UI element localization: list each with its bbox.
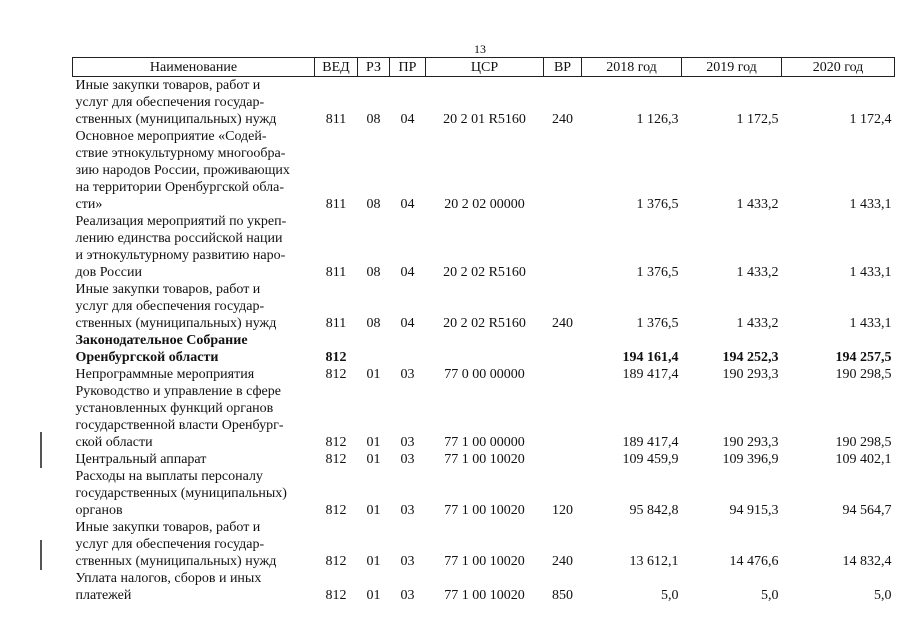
scan-mark xyxy=(40,540,42,570)
cell-csr: 77 1 00 10020 xyxy=(444,503,525,518)
name-line: Иные закупки товаров, работ и xyxy=(75,78,261,93)
cell-csr: 77 1 00 10020 xyxy=(444,452,525,467)
cell-name xyxy=(73,366,315,383)
name-line: дов России xyxy=(75,265,142,280)
header-vr: ВР xyxy=(544,58,582,77)
table-row xyxy=(73,570,895,604)
cell-pr: 03 xyxy=(400,554,415,569)
cell-pr: 04 xyxy=(400,316,415,331)
name-line: государственной власти Оренбург- xyxy=(75,418,284,433)
cell-csr: 77 1 00 00000 xyxy=(444,435,525,450)
name-line: зию народов России, проживающих xyxy=(75,163,290,178)
cell-name xyxy=(73,281,315,332)
cell-csr: 77 1 00 10020 xyxy=(444,554,525,569)
cell-2019: 190 293,3 xyxy=(722,367,779,382)
table-row xyxy=(73,519,895,570)
table-row xyxy=(73,366,895,383)
header-2019: 2019 год xyxy=(682,58,782,77)
name-line: Законодательное Собрание xyxy=(75,333,248,348)
cell-pr: 03 xyxy=(400,435,415,450)
table-row xyxy=(73,281,895,332)
cell-name xyxy=(73,519,315,570)
cell-2018: 189 417,4 xyxy=(622,367,679,382)
header-csr: ЦСР xyxy=(426,58,544,77)
cell-2019: 14 476,6 xyxy=(729,554,779,569)
name-line: органов xyxy=(75,503,123,518)
table-row xyxy=(73,468,895,519)
table-header xyxy=(73,58,895,77)
table-row xyxy=(73,383,895,451)
name-line: Непрограммные мероприятия xyxy=(75,367,255,382)
cell-2020: 190 298,5 xyxy=(835,435,892,450)
cell-name xyxy=(73,383,315,451)
cell-2019: 1 433,2 xyxy=(736,265,779,280)
cell-2020: 1 172,4 xyxy=(849,112,892,127)
cell-2019: 109 396,9 xyxy=(722,452,779,467)
cell-rz: 08 xyxy=(366,112,381,127)
name-line: на территории Оренбургской обла- xyxy=(75,180,285,195)
name-line: услуг для обеспечения государ- xyxy=(75,537,265,552)
cell-vr xyxy=(544,451,582,468)
cell-pr: 03 xyxy=(400,503,415,518)
cell-ved: 812 xyxy=(325,367,347,382)
cell-csr: 20 2 02 R5160 xyxy=(443,265,526,280)
cell-ved: 811 xyxy=(325,265,347,280)
name-line: Реализация мероприятий по укреп- xyxy=(75,214,287,229)
cell-2018: 1 126,3 xyxy=(636,112,679,127)
name-line: платежей xyxy=(75,588,132,603)
cell-ved: 812 xyxy=(325,503,347,518)
cell-2019: 1 433,2 xyxy=(736,197,779,212)
cell-rz: 01 xyxy=(366,435,381,450)
cell-2018: 1 376,5 xyxy=(636,265,679,280)
cell-2020: 14 832,4 xyxy=(842,554,892,569)
cell-2019: 1 172,5 xyxy=(736,112,779,127)
cell-2020: 94 564,7 xyxy=(842,503,892,518)
cell-2020: 1 433,1 xyxy=(849,265,892,280)
cell-2018: 194 161,4 xyxy=(622,350,679,365)
name-line: установленных функций органов xyxy=(75,401,274,416)
table-body xyxy=(73,77,895,605)
cell-name xyxy=(73,128,315,213)
name-line: сти» xyxy=(75,197,103,212)
cell-rz: 08 xyxy=(366,197,381,212)
cell-vr xyxy=(544,332,582,366)
name-line: Иные закупки товаров, работ и xyxy=(75,520,261,535)
table-row xyxy=(73,128,895,213)
table-row xyxy=(73,213,895,281)
cell-csr: 77 0 00 00000 xyxy=(444,367,525,382)
cell-pr xyxy=(390,332,426,366)
table-row xyxy=(73,77,895,129)
cell-pr: 03 xyxy=(400,367,415,382)
cell-vr: 120 xyxy=(552,503,573,518)
cell-vr xyxy=(544,383,582,451)
cell-pr: 03 xyxy=(400,452,415,467)
cell-rz: 01 xyxy=(366,503,381,518)
cell-pr: 03 xyxy=(400,588,415,603)
cell-rz: 01 xyxy=(366,554,381,569)
cell-pr: 04 xyxy=(400,112,415,127)
cell-vr xyxy=(544,128,582,213)
name-line: ственных (муниципальных) нужд xyxy=(75,112,277,127)
cell-2018: 5,0 xyxy=(661,588,679,603)
cell-vr xyxy=(544,213,582,281)
cell-2020: 1 433,1 xyxy=(849,197,892,212)
cell-pr: 04 xyxy=(400,197,415,212)
cell-2019: 5,0 xyxy=(761,588,779,603)
cell-ved: 811 xyxy=(325,112,347,127)
header-2018: 2018 год xyxy=(582,58,682,77)
name-line: ственных (муниципальных) нужд xyxy=(75,316,277,331)
page-number: 13 xyxy=(474,42,486,56)
cell-2018: 1 376,5 xyxy=(636,316,679,331)
name-line: Расходы на выплаты персоналу xyxy=(75,469,263,484)
cell-2020: 5,0 xyxy=(874,588,892,603)
name-line: ствие этнокультурному многообра- xyxy=(75,146,286,161)
cell-rz: 01 xyxy=(366,588,381,603)
budget-table xyxy=(72,57,895,604)
name-line: услуг для обеспечения государ- xyxy=(75,95,265,110)
table-row xyxy=(73,332,895,366)
cell-rz: 01 xyxy=(366,452,381,467)
name-line: Центральный аппарат xyxy=(75,452,207,467)
cell-2019: 94 915,3 xyxy=(729,503,779,518)
name-line: и этнокультурному развитию наро- xyxy=(75,248,286,263)
cell-rz: 01 xyxy=(366,367,381,382)
cell-rz: 08 xyxy=(366,265,381,280)
cell-vr: 240 xyxy=(552,554,573,569)
cell-name xyxy=(73,213,315,281)
cell-2020: 194 257,5 xyxy=(835,350,892,365)
table-row xyxy=(73,451,895,468)
cell-name xyxy=(73,77,315,129)
cell-vr xyxy=(544,366,582,383)
cell-vr: 240 xyxy=(552,112,573,127)
cell-name xyxy=(73,332,315,366)
cell-2018: 109 459,9 xyxy=(622,452,679,467)
cell-2019: 194 252,3 xyxy=(722,350,779,365)
cell-ved: 812 xyxy=(325,350,347,365)
cell-ved: 811 xyxy=(325,197,347,212)
cell-2019: 190 293,3 xyxy=(722,435,779,450)
cell-name xyxy=(73,570,315,604)
cell-2020: 190 298,5 xyxy=(835,367,892,382)
cell-2020: 1 433,1 xyxy=(849,316,892,331)
name-line: услуг для обеспечения государ- xyxy=(75,299,265,314)
cell-csr: 77 1 00 10020 xyxy=(444,588,525,603)
name-line: Иные закупки товаров, работ и xyxy=(75,282,261,297)
cell-ved: 812 xyxy=(325,452,347,467)
cell-pr: 04 xyxy=(400,265,415,280)
name-line: Руководство и управление в сфере xyxy=(75,384,281,399)
cell-ved: 811 xyxy=(325,316,347,331)
name-line: Основное мероприятие «Содей- xyxy=(75,129,267,144)
cell-vr: 850 xyxy=(552,588,573,603)
cell-csr: 20 2 02 00000 xyxy=(444,197,525,212)
cell-2019: 1 433,2 xyxy=(736,316,779,331)
cell-ved: 812 xyxy=(325,554,347,569)
cell-2018: 95 842,8 xyxy=(629,503,679,518)
cell-ved: 812 xyxy=(325,435,347,450)
cell-2018: 13 612,1 xyxy=(629,554,679,569)
cell-csr xyxy=(426,332,544,366)
header-rz: РЗ xyxy=(358,58,390,77)
header-pr: ПР xyxy=(390,58,426,77)
header-ved: ВЕД xyxy=(315,58,358,77)
name-line: Оренбургской области xyxy=(75,350,219,365)
name-line: государственных (муниципальных) xyxy=(75,486,287,501)
name-line: ственных (муниципальных) нужд xyxy=(75,554,277,569)
scan-mark xyxy=(40,432,42,468)
cell-csr: 20 2 02 R5160 xyxy=(443,316,526,331)
cell-name xyxy=(73,451,315,468)
cell-rz xyxy=(358,332,390,366)
cell-csr: 20 2 01 R5160 xyxy=(443,112,526,127)
cell-rz: 08 xyxy=(366,316,381,331)
name-line: Уплата налогов, сборов и иных xyxy=(75,571,262,586)
header-2020: 2020 год xyxy=(782,58,895,77)
cell-2020: 109 402,1 xyxy=(835,452,892,467)
cell-2018: 189 417,4 xyxy=(622,435,679,450)
header-name: Наименование xyxy=(73,58,315,77)
cell-2018: 1 376,5 xyxy=(636,197,679,212)
cell-name xyxy=(73,468,315,519)
cell-ved: 812 xyxy=(325,588,347,603)
name-line: ской области xyxy=(75,435,153,450)
cell-vr: 240 xyxy=(552,316,573,331)
name-line: лению единства российской нации xyxy=(75,231,283,246)
